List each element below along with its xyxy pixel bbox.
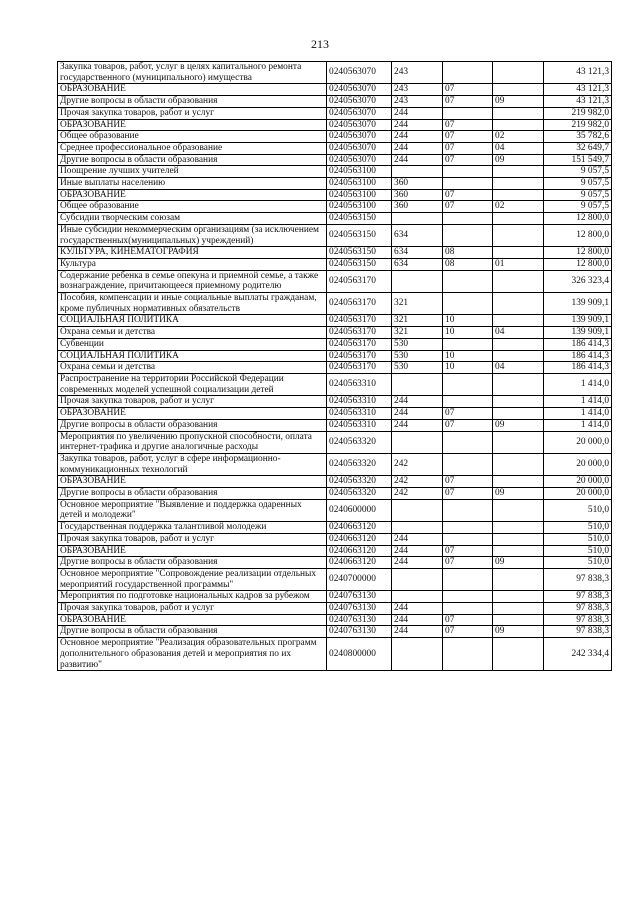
row-section-cell xyxy=(443,396,493,408)
row-section-cell xyxy=(443,166,493,178)
row-expense-type-cell: 634 xyxy=(392,258,443,270)
row-subsection-cell xyxy=(493,213,544,225)
row-subsection-cell xyxy=(493,107,544,119)
table-row xyxy=(58,84,612,96)
row-subsection-cell xyxy=(493,189,544,201)
row-expense-type-cell: 530 xyxy=(392,362,443,374)
row-section-cell: 07 xyxy=(443,154,493,166)
row-amount-cell: 326 323,4 xyxy=(544,270,612,292)
row-amount-cell: 12 800,0 xyxy=(544,247,612,259)
row-csr-code-cell: 0240563100 xyxy=(327,178,392,190)
row-expense-type-cell xyxy=(392,213,443,225)
row-csr-code-cell: 0240563150 xyxy=(327,258,392,270)
row-section-cell: 07 xyxy=(443,488,493,500)
row-amount-cell: 43 121,3 xyxy=(544,84,612,96)
budget-table xyxy=(57,61,612,671)
row-name-cell: Другие вопросы в области образования xyxy=(58,626,327,638)
table-row xyxy=(58,638,612,671)
row-csr-code-cell: 0240663120 xyxy=(327,545,392,557)
row-subsection-cell: 09 xyxy=(493,626,544,638)
row-subsection-cell xyxy=(493,396,544,408)
table-row xyxy=(58,293,612,315)
row-name-cell: Другие вопросы в области образования xyxy=(58,96,327,108)
row-expense-type-cell xyxy=(392,270,443,292)
row-csr-code-cell: 0240563100 xyxy=(327,166,392,178)
row-csr-code-cell: 0240563310 xyxy=(327,373,392,395)
row-subsection-cell xyxy=(493,62,544,84)
row-subsection-cell xyxy=(493,591,544,603)
table-row xyxy=(58,201,612,213)
row-subsection-cell: 02 xyxy=(493,131,544,143)
row-section-cell xyxy=(443,293,493,315)
row-subsection-cell: 09 xyxy=(493,419,544,431)
row-name-cell: ОБРАЗОВАНИЕ xyxy=(58,84,327,96)
page-number: 213 xyxy=(311,37,329,51)
row-section-cell xyxy=(443,499,493,521)
row-expense-type-cell: 242 xyxy=(392,476,443,488)
table-row xyxy=(58,154,612,166)
row-name-cell: Закупка товаров, работ, услуг в целях капитального ремонта государственного (муниципального) имущества xyxy=(58,62,327,84)
row-subsection-cell xyxy=(493,293,544,315)
row-csr-code-cell: 0240563070 xyxy=(327,62,392,84)
row-subsection-cell xyxy=(493,408,544,420)
row-name-cell: Прочая закупка товаров, работ и услуг xyxy=(58,107,327,119)
row-section-cell: 07 xyxy=(443,131,493,143)
row-expense-type-cell: 244 xyxy=(392,119,443,131)
table-row xyxy=(58,488,612,500)
row-name-cell: Иные субсидии некоммерческим организациям (за исключением государственных(муниципальных) учреждений) xyxy=(58,224,327,246)
row-expense-type-cell: 242 xyxy=(392,453,443,475)
row-amount-cell: 510,0 xyxy=(544,522,612,534)
row-name-cell: ОБРАЗОВАНИЕ xyxy=(58,614,327,626)
row-expense-type-cell: 244 xyxy=(392,626,443,638)
row-name-cell: Государственная поддержка талантливой молодежи xyxy=(58,522,327,534)
row-amount-cell: 20 000,0 xyxy=(544,476,612,488)
row-section-cell xyxy=(443,603,493,615)
row-subsection-cell xyxy=(493,224,544,246)
row-csr-code-cell: 0240563100 xyxy=(327,189,392,201)
row-csr-code-cell: 0240563070 xyxy=(327,119,392,131)
row-expense-type-cell: 244 xyxy=(392,107,443,119)
row-amount-cell: 35 782,6 xyxy=(544,131,612,143)
row-csr-code-cell: 0240563310 xyxy=(327,408,392,420)
table-row xyxy=(58,315,612,327)
row-expense-type-cell: 530 xyxy=(392,350,443,362)
row-csr-code-cell: 0240563320 xyxy=(327,488,392,500)
row-subsection-cell xyxy=(493,431,544,453)
row-expense-type-cell: 244 xyxy=(392,557,443,569)
row-subsection-cell xyxy=(493,638,544,671)
table-row xyxy=(58,362,612,374)
row-section-cell xyxy=(443,522,493,534)
row-amount-cell: 97 838,3 xyxy=(544,626,612,638)
row-expense-type-cell: 360 xyxy=(392,178,443,190)
table-row xyxy=(58,189,612,201)
row-name-cell: Общее образование xyxy=(58,131,327,143)
table-row xyxy=(58,62,612,84)
row-expense-type-cell: 321 xyxy=(392,293,443,315)
row-csr-code-cell: 0240763130 xyxy=(327,591,392,603)
row-subsection-cell: 09 xyxy=(493,557,544,569)
table-row xyxy=(58,522,612,534)
row-section-cell xyxy=(443,338,493,350)
row-name-cell: Распространение на территории Российской Федерации современных моделей успешной социализации детей xyxy=(58,373,327,395)
row-csr-code-cell: 0240663120 xyxy=(327,533,392,545)
row-expense-type-cell xyxy=(392,166,443,178)
row-subsection-cell xyxy=(493,476,544,488)
row-expense-type-cell: 244 xyxy=(392,533,443,545)
row-amount-cell: 97 838,3 xyxy=(544,568,612,590)
row-amount-cell: 9 057,5 xyxy=(544,201,612,213)
row-amount-cell: 139 909,1 xyxy=(544,327,612,339)
table-row xyxy=(58,373,612,395)
row-section-cell: 08 xyxy=(443,258,493,270)
table-row xyxy=(58,499,612,521)
table-row xyxy=(58,396,612,408)
row-name-cell: Общее образование xyxy=(58,201,327,213)
row-subsection-cell xyxy=(493,166,544,178)
row-amount-cell: 139 909,1 xyxy=(544,293,612,315)
row-expense-type-cell xyxy=(392,568,443,590)
row-name-cell: ОБРАЗОВАНИЕ xyxy=(58,476,327,488)
row-amount-cell: 97 838,3 xyxy=(544,603,612,615)
row-subsection-cell xyxy=(493,338,544,350)
row-expense-type-cell: 321 xyxy=(392,315,443,327)
row-name-cell: Пособия, компенсации и иные социальные выплаты гражданам, кроме публичных нормативных обязательств xyxy=(58,293,327,315)
row-section-cell: 10 xyxy=(443,327,493,339)
row-subsection-cell xyxy=(493,270,544,292)
row-section-cell xyxy=(443,591,493,603)
row-subsection-cell xyxy=(493,350,544,362)
row-expense-type-cell xyxy=(392,499,443,521)
row-subsection-cell: 02 xyxy=(493,201,544,213)
row-csr-code-cell: 0240563150 xyxy=(327,247,392,259)
row-subsection-cell: 09 xyxy=(493,96,544,108)
table-row xyxy=(58,224,612,246)
row-name-cell: Охрана семьи и детства xyxy=(58,327,327,339)
row-expense-type-cell: 243 xyxy=(392,62,443,84)
row-name-cell: Субвенции xyxy=(58,338,327,350)
row-expense-type-cell: 242 xyxy=(392,488,443,500)
table-row xyxy=(58,327,612,339)
row-csr-code-cell: 0240563150 xyxy=(327,213,392,225)
row-expense-type-cell xyxy=(392,522,443,534)
row-section-cell: 07 xyxy=(443,408,493,420)
row-section-cell: 08 xyxy=(443,247,493,259)
row-amount-cell: 20 000,0 xyxy=(544,453,612,475)
row-expense-type-cell: 634 xyxy=(392,224,443,246)
row-expense-type-cell: 244 xyxy=(392,603,443,615)
table-row xyxy=(58,270,612,292)
row-csr-code-cell: 0240563070 xyxy=(327,84,392,96)
row-csr-code-cell: 0240563170 xyxy=(327,315,392,327)
row-amount-cell: 186 414,3 xyxy=(544,350,612,362)
row-csr-code-cell: 0240563320 xyxy=(327,476,392,488)
row-name-cell: Другие вопросы в области образования xyxy=(58,488,327,500)
row-amount-cell: 12 800,0 xyxy=(544,224,612,246)
row-name-cell: Закупка товаров, работ, услуг в сфере информационно-коммуникационных технологий xyxy=(58,453,327,475)
row-expense-type-cell: 244 xyxy=(392,408,443,420)
row-amount-cell: 1 414,0 xyxy=(544,396,612,408)
row-expense-type-cell: 244 xyxy=(392,545,443,557)
table-row xyxy=(58,419,612,431)
table-row xyxy=(58,131,612,143)
row-amount-cell: 186 414,3 xyxy=(544,362,612,374)
row-name-cell: Другие вопросы в области образования xyxy=(58,154,327,166)
row-subsection-cell: 04 xyxy=(493,142,544,154)
row-name-cell: Поощрение лучших учителей xyxy=(58,166,327,178)
table-row xyxy=(58,142,612,154)
row-subsection-cell xyxy=(493,603,544,615)
table-row xyxy=(58,533,612,545)
row-subsection-cell xyxy=(493,453,544,475)
table-row xyxy=(58,247,612,259)
row-subsection-cell xyxy=(493,614,544,626)
row-csr-code-cell: 0240700000 xyxy=(327,568,392,590)
row-name-cell: Прочая закупка товаров, работ и услуг xyxy=(58,603,327,615)
row-section-cell xyxy=(443,453,493,475)
row-expense-type-cell: 321 xyxy=(392,327,443,339)
table-row xyxy=(58,258,612,270)
row-expense-type-cell: 634 xyxy=(392,247,443,259)
row-expense-type-cell xyxy=(392,373,443,395)
row-csr-code-cell: 0240800000 xyxy=(327,638,392,671)
row-amount-cell: 9 057,5 xyxy=(544,166,612,178)
row-csr-code-cell: 0240763130 xyxy=(327,626,392,638)
row-subsection-cell xyxy=(493,499,544,521)
row-section-cell: 07 xyxy=(443,614,493,626)
row-section-cell xyxy=(443,107,493,119)
row-name-cell: СОЦИАЛЬНАЯ ПОЛИТИКА xyxy=(58,350,327,362)
row-section-cell: 07 xyxy=(443,626,493,638)
row-expense-type-cell: 244 xyxy=(392,131,443,143)
row-name-cell: Мероприятия по подготовке национальных кадров за рубежом xyxy=(58,591,327,603)
row-section-cell: 07 xyxy=(443,84,493,96)
row-subsection-cell xyxy=(493,373,544,395)
table-row xyxy=(58,166,612,178)
row-expense-type-cell xyxy=(392,591,443,603)
row-name-cell: Основное мероприятие "Сопровождение реализации отдельных мероприятий государственной программы" xyxy=(58,568,327,590)
row-amount-cell: 12 800,0 xyxy=(544,213,612,225)
row-expense-type-cell: 244 xyxy=(392,142,443,154)
row-expense-type-cell: 360 xyxy=(392,189,443,201)
row-name-cell: ОБРАЗОВАНИЕ xyxy=(58,189,327,201)
row-csr-code-cell: 0240563310 xyxy=(327,419,392,431)
row-expense-type-cell: 360 xyxy=(392,201,443,213)
row-section-cell xyxy=(443,224,493,246)
row-csr-code-cell: 0240563310 xyxy=(327,396,392,408)
table-row xyxy=(58,603,612,615)
row-amount-cell: 97 838,3 xyxy=(544,591,612,603)
row-subsection-cell xyxy=(493,545,544,557)
row-csr-code-cell: 0240563170 xyxy=(327,350,392,362)
row-subsection-cell: 01 xyxy=(493,258,544,270)
row-name-cell: КУЛЬТУРА, КИНЕМАТОГРАФИЯ xyxy=(58,247,327,259)
row-expense-type-cell: 244 xyxy=(392,614,443,626)
table-row xyxy=(58,431,612,453)
row-csr-code-cell: 0240563170 xyxy=(327,293,392,315)
row-csr-code-cell: 0240563070 xyxy=(327,131,392,143)
row-amount-cell: 510,0 xyxy=(544,533,612,545)
table-row xyxy=(58,338,612,350)
row-csr-code-cell: 0240563150 xyxy=(327,224,392,246)
row-section-cell xyxy=(443,638,493,671)
row-amount-cell: 242 334,4 xyxy=(544,638,612,671)
row-csr-code-cell: 0240563320 xyxy=(327,431,392,453)
row-name-cell: Иные выплаты населению xyxy=(58,178,327,190)
row-section-cell: 10 xyxy=(443,350,493,362)
row-amount-cell: 510,0 xyxy=(544,499,612,521)
row-subsection-cell: 09 xyxy=(493,488,544,500)
row-csr-code-cell: 0240563100 xyxy=(327,201,392,213)
row-csr-code-cell: 0240563170 xyxy=(327,362,392,374)
table-row xyxy=(58,213,612,225)
table-row xyxy=(58,568,612,590)
row-section-cell: 10 xyxy=(443,362,493,374)
row-name-cell: Другие вопросы в области образования xyxy=(58,419,327,431)
row-name-cell: Прочая закупка товаров, работ и услуг xyxy=(58,396,327,408)
row-amount-cell: 219 982,0 xyxy=(544,119,612,131)
table-row xyxy=(58,453,612,475)
row-section-cell: 07 xyxy=(443,96,493,108)
row-amount-cell: 510,0 xyxy=(544,545,612,557)
row-expense-type-cell: 244 xyxy=(392,396,443,408)
row-section-cell xyxy=(443,62,493,84)
row-section-cell: 07 xyxy=(443,545,493,557)
row-name-cell: ОБРАЗОВАНИЕ xyxy=(58,119,327,131)
table-row xyxy=(58,557,612,569)
table-row xyxy=(58,107,612,119)
row-csr-code-cell: 0240563170 xyxy=(327,338,392,350)
row-csr-code-cell: 0240563170 xyxy=(327,327,392,339)
row-name-cell: Прочая закупка товаров, работ и услуг xyxy=(58,533,327,545)
row-name-cell: СОЦИАЛЬНАЯ ПОЛИТИКА xyxy=(58,315,327,327)
row-amount-cell: 1 414,0 xyxy=(544,373,612,395)
row-name-cell: Среднее профессиональное образование xyxy=(58,142,327,154)
row-section-cell: 07 xyxy=(443,189,493,201)
row-section-cell: 07 xyxy=(443,557,493,569)
table-row xyxy=(58,626,612,638)
row-subsection-cell xyxy=(493,533,544,545)
row-expense-type-cell xyxy=(392,431,443,453)
table-row xyxy=(58,614,612,626)
row-csr-code-cell: 0240563070 xyxy=(327,154,392,166)
row-subsection-cell: 09 xyxy=(493,154,544,166)
row-section-cell: 07 xyxy=(443,419,493,431)
row-amount-cell: 9 057,5 xyxy=(544,189,612,201)
row-subsection-cell xyxy=(493,178,544,190)
row-expense-type-cell: 530 xyxy=(392,338,443,350)
row-amount-cell: 12 800,0 xyxy=(544,258,612,270)
row-section-cell: 10 xyxy=(443,315,493,327)
row-csr-code-cell: 0240563320 xyxy=(327,453,392,475)
row-name-cell: Основное мероприятие "Выявление и поддержка одаренных детей и молодежи" xyxy=(58,499,327,521)
row-csr-code-cell: 0240663120 xyxy=(327,522,392,534)
row-subsection-cell xyxy=(493,522,544,534)
row-name-cell: Мероприятия по увеличению пропускной способности, оплата интернет-трафика и другие аналогичные расходы xyxy=(58,431,327,453)
row-amount-cell: 139 909,1 xyxy=(544,315,612,327)
table-row xyxy=(58,119,612,131)
row-amount-cell: 1 414,0 xyxy=(544,419,612,431)
row-section-cell xyxy=(443,213,493,225)
row-name-cell: ОБРАЗОВАНИЕ xyxy=(58,408,327,420)
row-amount-cell: 97 838,3 xyxy=(544,614,612,626)
table-row xyxy=(58,96,612,108)
row-expense-type-cell: 243 xyxy=(392,84,443,96)
table-row xyxy=(58,591,612,603)
row-subsection-cell xyxy=(493,315,544,327)
row-amount-cell: 32 649,7 xyxy=(544,142,612,154)
row-csr-code-cell: 0240563170 xyxy=(327,270,392,292)
row-name-cell: Субсидии творческим союзам xyxy=(58,213,327,225)
row-amount-cell: 9 057,5 xyxy=(544,178,612,190)
row-expense-type-cell: 244 xyxy=(392,154,443,166)
row-name-cell: Содержание ребенка в семье опекуна и приемной семье, а также вознаграждение, причитающееся приемному родителю xyxy=(58,270,327,292)
row-section-cell: 07 xyxy=(443,201,493,213)
row-section-cell xyxy=(443,431,493,453)
row-amount-cell: 20 000,0 xyxy=(544,431,612,453)
row-csr-code-cell: 0240563070 xyxy=(327,107,392,119)
row-name-cell: ОБРАЗОВАНИЕ xyxy=(58,545,327,557)
row-csr-code-cell: 0240663120 xyxy=(327,557,392,569)
row-amount-cell: 186 414,3 xyxy=(544,338,612,350)
row-amount-cell: 20 000,0 xyxy=(544,488,612,500)
row-name-cell: Основное мероприятие "Реализация образовательных программ дополнительного образования детей и мероприятия по их развитию" xyxy=(58,638,327,671)
row-csr-code-cell: 0240600000 xyxy=(327,499,392,521)
row-section-cell: 07 xyxy=(443,476,493,488)
row-amount-cell: 43 121,3 xyxy=(544,96,612,108)
table-row xyxy=(58,545,612,557)
row-csr-code-cell: 0240563070 xyxy=(327,96,392,108)
row-section-cell xyxy=(443,178,493,190)
table-row xyxy=(58,350,612,362)
row-subsection-cell: 04 xyxy=(493,327,544,339)
row-section-cell xyxy=(443,533,493,545)
row-expense-type-cell xyxy=(392,638,443,671)
table-row xyxy=(58,178,612,190)
table-row xyxy=(58,476,612,488)
row-amount-cell: 1 414,0 xyxy=(544,408,612,420)
budget-table-body xyxy=(58,62,612,671)
row-amount-cell: 510,0 xyxy=(544,557,612,569)
row-subsection-cell xyxy=(493,119,544,131)
row-csr-code-cell: 0240763130 xyxy=(327,603,392,615)
table-row xyxy=(58,408,612,420)
row-subsection-cell xyxy=(493,568,544,590)
row-section-cell xyxy=(443,270,493,292)
row-amount-cell: 43 121,3 xyxy=(544,62,612,84)
row-csr-code-cell: 0240563070 xyxy=(327,142,392,154)
row-subsection-cell xyxy=(493,84,544,96)
row-subsection-cell: 04 xyxy=(493,362,544,374)
row-expense-type-cell: 243 xyxy=(392,96,443,108)
row-name-cell: Культура xyxy=(58,258,327,270)
row-section-cell xyxy=(443,568,493,590)
row-name-cell: Другие вопросы в области образования xyxy=(58,557,327,569)
row-amount-cell: 219 982,0 xyxy=(544,107,612,119)
row-section-cell: 07 xyxy=(443,119,493,131)
row-amount-cell: 151 549,7 xyxy=(544,154,612,166)
row-csr-code-cell: 0240763130 xyxy=(327,614,392,626)
row-expense-type-cell: 244 xyxy=(392,419,443,431)
row-section-cell: 07 xyxy=(443,142,493,154)
row-name-cell: Охрана семьи и детства xyxy=(58,362,327,374)
row-section-cell xyxy=(443,373,493,395)
row-subsection-cell xyxy=(493,247,544,259)
